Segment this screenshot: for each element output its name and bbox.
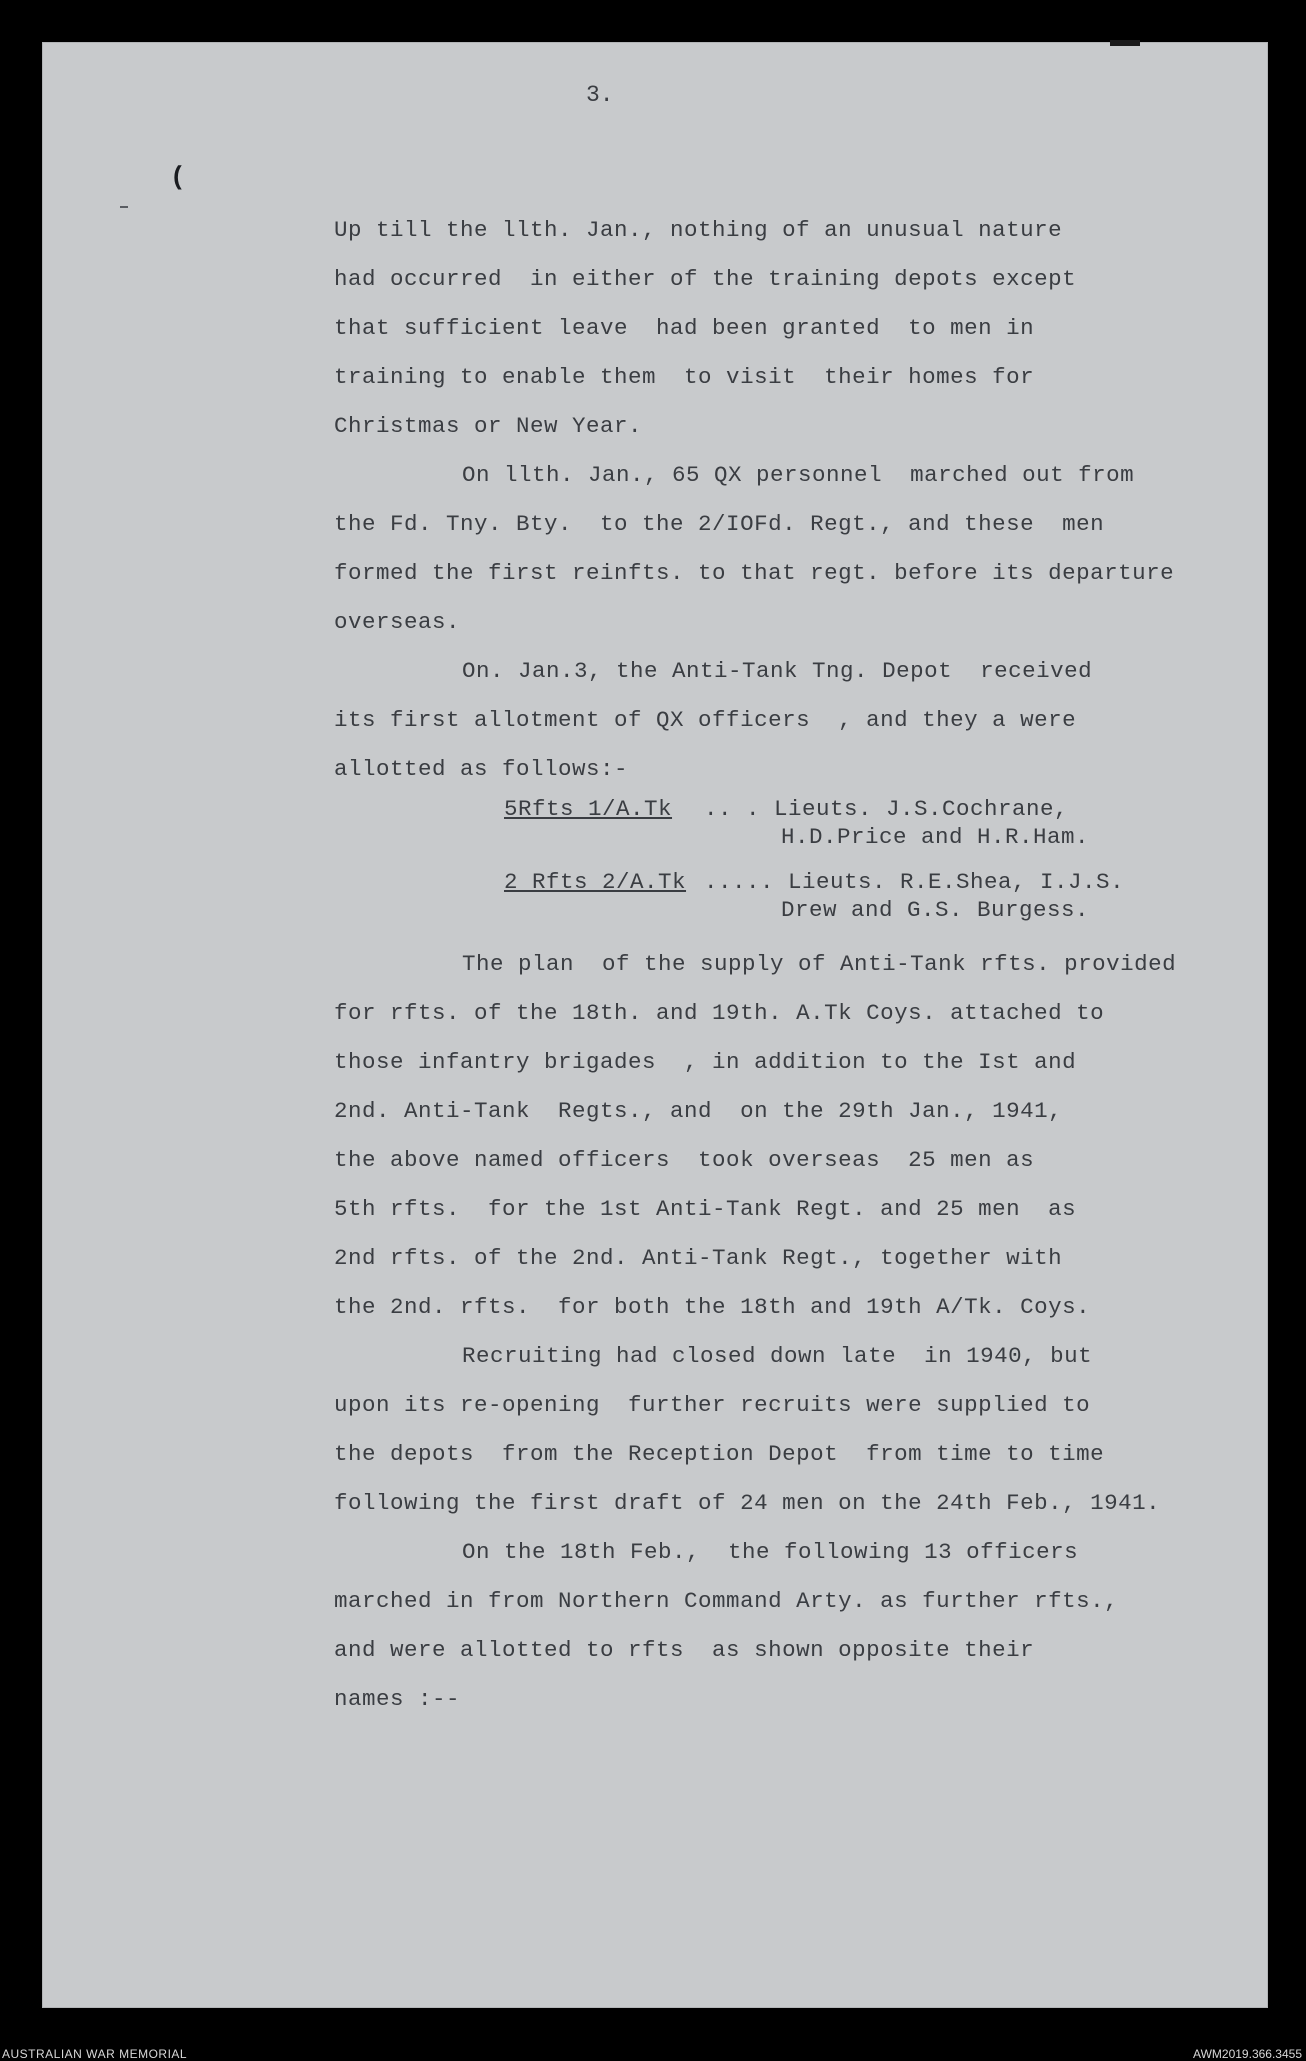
text-line: that sufficient leave had been granted to men in — [334, 315, 1035, 341]
text-line: On. Jan.3, the Anti-Tank Tng. Depot received — [462, 658, 1093, 684]
text-line: On the 18th Feb., the following 13 officers — [462, 1539, 1079, 1565]
text-line: formed the first reinfts. to that regt. before its departure — [334, 560, 1175, 586]
text-line: 2nd rfts. of the 2nd. Anti-Tank Regt., together with — [334, 1245, 1063, 1271]
text-line: its first allotment of QX officers , and they a were — [334, 707, 1077, 733]
allotment-officers-cont: Drew and G.S. Burgess. — [781, 897, 1090, 923]
text-line: the 2nd. rfts. for both the 18th and 19th A/Tk. Coys. — [334, 1294, 1091, 1320]
text-line: names :-- — [334, 1686, 461, 1712]
allotment-officers: .. . Lieuts. J.S.Cochrane, — [704, 796, 1069, 822]
text-line: Up till the llth. Jan., nothing of an unusual nature — [334, 217, 1063, 243]
archive-footer-left: AUSTRALIAN WAR MEMORIAL — [2, 2047, 188, 2061]
text-line: Recruiting had closed down late in 1940, but — [462, 1343, 1093, 1369]
text-line: training to enable them to visit their homes for — [334, 364, 1035, 390]
allotment-entry — [334, 794, 1234, 867]
allotment-officers-cont: H.D.Price and H.R.Ham. — [781, 824, 1090, 850]
text-line: had occurred in either of the training depots except — [334, 266, 1077, 292]
text-line: for rfts. of the 18th. and 19th. A.Tk Coys. attached to — [334, 1000, 1105, 1026]
text-line: marched in from Northern Command Arty. as further rfts., — [334, 1588, 1119, 1614]
allotment-officers: ..... Lieuts. R.E.Shea, I.J.S. — [704, 869, 1125, 895]
text-line: following the first draft of 24 men on the 24th Feb., 1941. — [334, 1490, 1161, 1516]
text-line: the above named officers took overseas 25 men as — [334, 1147, 1035, 1173]
archive-footer-right: AWM2019.366.3455 — [1193, 2047, 1302, 2061]
text-line: On llth. Jan., 65 QX personnel marched out from — [462, 462, 1135, 488]
text-line: Christmas or New Year. — [334, 413, 643, 439]
text-line: the depots from the Reception Depot from time to time — [334, 1441, 1105, 1467]
text-line: overseas. — [334, 609, 461, 635]
text-line: those infantry brigades , in addition to the Ist and — [334, 1049, 1077, 1075]
text-line: the Fd. Tny. Bty. to the 2/IOFd. Regt., and these men — [334, 511, 1105, 537]
text-line: allotted as follows:- — [334, 756, 629, 782]
page-number: 3. — [586, 82, 614, 108]
margin-tick — [120, 206, 128, 208]
text-line: 2nd. Anti-Tank Regts., and on the 29th Jan., 1941, — [334, 1098, 1063, 1124]
allotment-label: 5Rfts 1/A.Tk — [504, 796, 673, 822]
text-line: 5th rfts. for the 1st Anti-Tank Regt. and 25 men as — [334, 1196, 1077, 1222]
corner-blot — [1110, 40, 1140, 46]
allotment-entry — [334, 867, 1234, 940]
margin-mark: ( — [170, 162, 186, 192]
document-body — [334, 206, 1234, 1724]
text-line: upon its re-opening further recruits were supplied to — [334, 1392, 1091, 1418]
allotment-label: 2 Rfts 2/A.Tk — [504, 869, 687, 895]
text-line: The plan of the supply of Anti-Tank rfts. provided — [462, 951, 1177, 977]
text-line: and were allotted to rfts as shown opposite their — [334, 1637, 1035, 1663]
